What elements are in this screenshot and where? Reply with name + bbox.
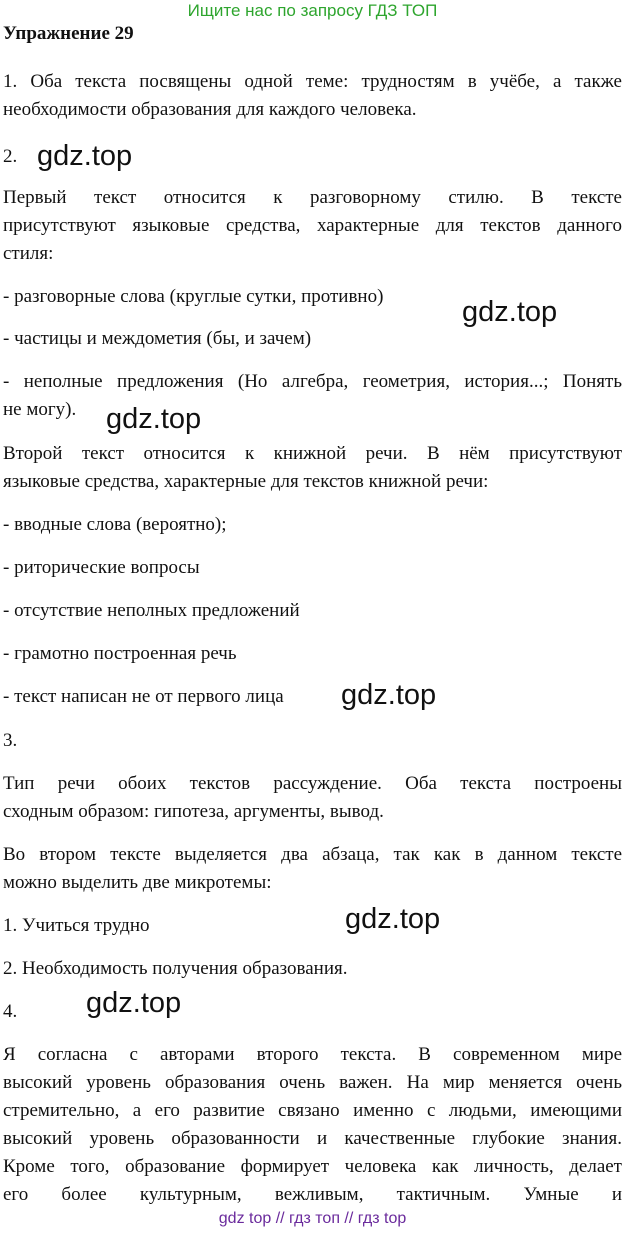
section4-line4: высокий уровень образованности и качественные глубокие знания. [3,1128,622,1149]
watermark-3: gdz.top [106,403,202,435]
section1-line2: необходимости образования для каждого человека. [3,99,417,120]
section2-intro-line2: присутствуют языковые средства, характерные для текстов данного [3,215,622,236]
list-item-literate-speech: - грамотно построенная речь [3,643,237,664]
list-item-incomplete-sentences-line1: - неполные предложения (Но алгебра, геометрия, история...; Понять [3,371,622,392]
section3-number: 3. [3,730,18,751]
section4-line1: Я согласна с авторами второго текста. В современном мире [3,1044,622,1065]
list-item-introductory-words: - вводные слова (вероятно); [3,514,227,535]
top-banner: Ищите нас по запросу ГДЗ ТОП [187,1,438,20]
section4-number: 4. [3,1001,18,1022]
watermark-4: gdz.top [341,679,437,711]
watermark-2: gdz.top [462,296,558,328]
watermark-1: gdz.top [37,140,133,172]
section3-p2-line1: Во втором тексте выделяется два абзаца, так как в данном тексте [3,844,622,865]
list-item-need-education: 2. Необходимость получения образования. [3,958,348,979]
section3-p1-line1: Тип речи обоих текстов рассуждение. Оба текста построены [3,773,622,794]
watermark-6: gdz.top [86,987,182,1019]
section2-intro-line1: Первый текст относится к разговорному стилю. В тексте [3,187,622,208]
footer-watermark: gdz top // гдз топ // гдз top [218,1210,407,1227]
section2-intro-line3: стиля: [3,243,54,264]
section4-line3: стремительно, а его развитие связано именно с людьми, имеющими [3,1100,622,1121]
section1-line1: 1. Оба текста посвящены одной теме: трудностям в учёбе, а также [3,71,622,92]
list-item-incomplete-sentences-line2: не могу). [3,399,77,420]
list-item-particles: - частицы и междометия (бы, и зачем) [3,328,312,349]
watermark-5: gdz.top [345,903,441,935]
list-item-rhetorical-questions: - риторические вопросы [3,557,200,578]
section4-line5: Кроме того, образование формирует человека как личность, делает [3,1156,622,1177]
list-item-not-first-person: - текст написан не от первого лица [3,686,284,707]
section3-p1-line2: сходным образом: гипотеза, аргументы, вывод. [3,801,384,822]
section2-number: 2. [3,146,18,167]
section4-line6: его более культурным, вежливым, тактичным. Умные и [3,1184,622,1205]
section2-second-line1: Второй текст относится к книжной речи. В нём присутствуют [3,443,622,464]
list-item-study-hard: 1. Учиться трудно [3,915,150,936]
list-item-colloquial-words: - разговорные слова (круглые сутки, противно) [3,286,384,307]
section4-line2: высокий уровень образования очень важен. На мир меняется очень [3,1072,622,1093]
section3-p2-line2: можно выделить две микротемы: [3,872,272,893]
section2-second-line2: языковые средства, характерные для текстов книжной речи: [3,471,489,492]
list-item-no-incomplete-sentences: - отсутствие неполных предложений [3,600,300,621]
exercise-heading: Упражнение 29 [3,23,134,44]
